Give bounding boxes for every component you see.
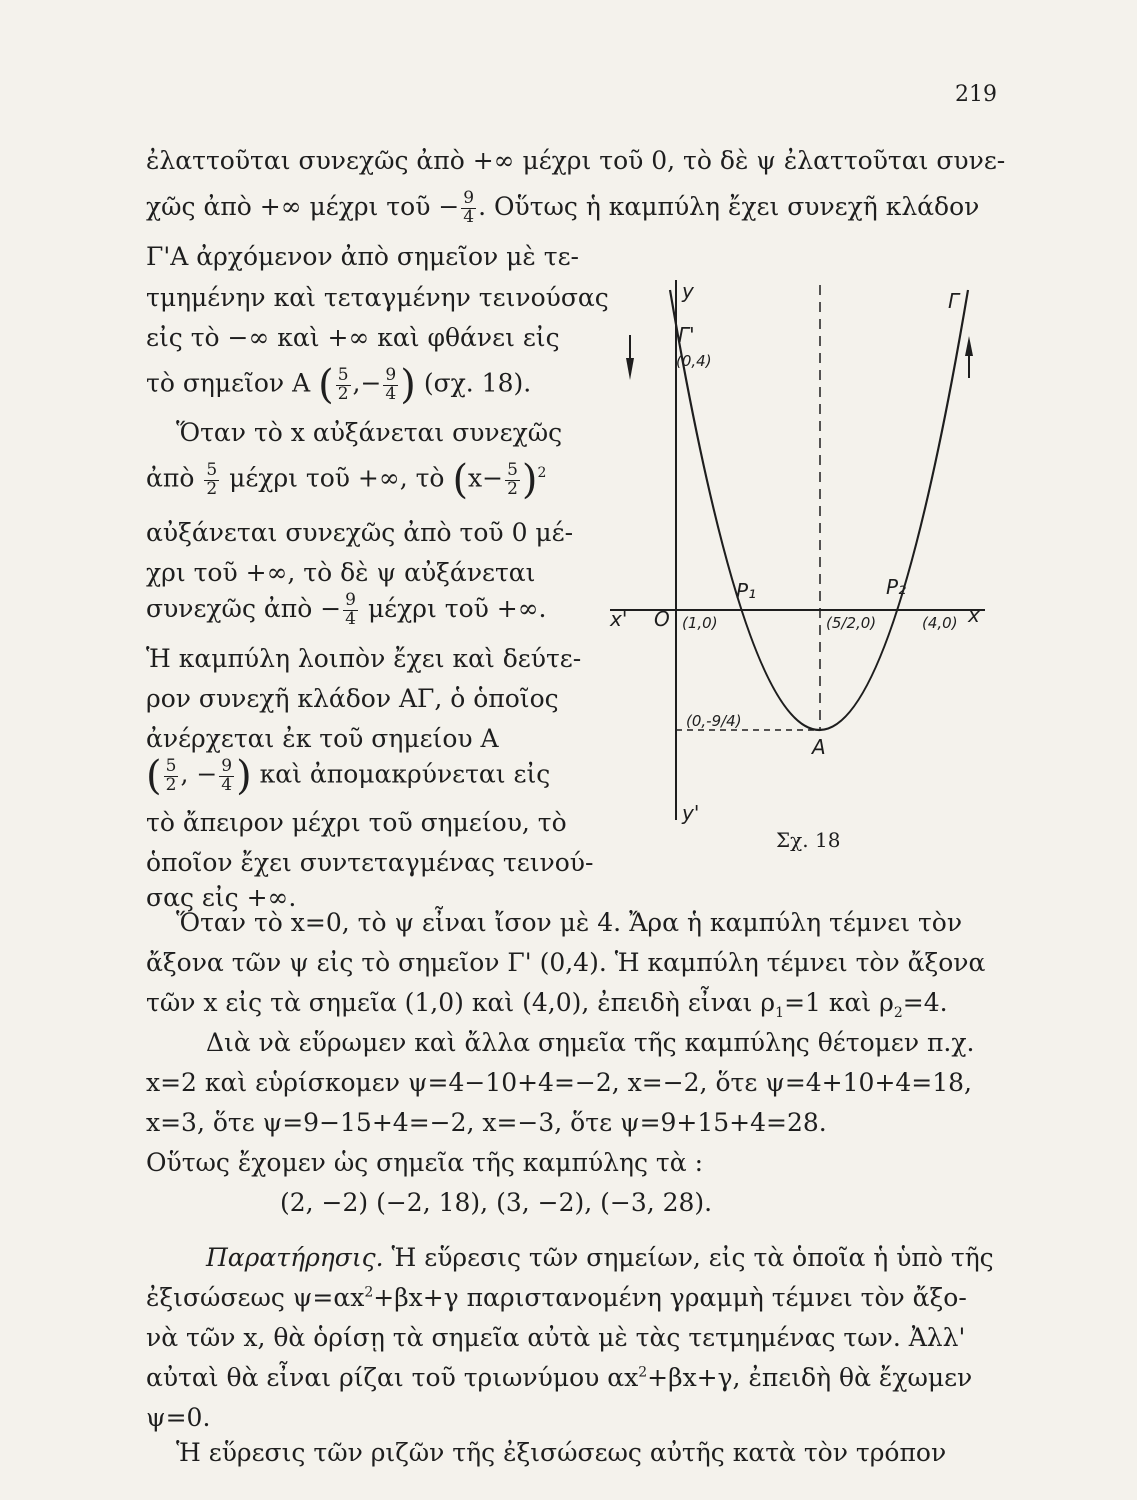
label-y: y	[682, 280, 694, 303]
fraction	[505, 459, 520, 499]
label-p1: P₁	[736, 579, 757, 603]
text-fragment: ἐξισώσεως ψ=αx	[146, 1283, 365, 1312]
fraction	[383, 364, 398, 404]
label-x: x	[968, 603, 980, 627]
text-line: Οὕτως ἔχομεν ὡς σημεῖα τῆς καμπύλης τὰ :	[146, 1148, 704, 1177]
fraction-numerator: 9	[385, 364, 397, 385]
text-line: ἐλαττοῦται συνεχῶς ἀπὸ +∞ μέχρι τοῦ 0, τὸ δὲ ψ ἐλαττοῦται συνε-	[146, 146, 1006, 175]
page-number: 219	[955, 82, 997, 107]
exponent: 2	[638, 1364, 648, 1381]
text-fragment: Ἡ εὕρεσις τῶν σημείων, εἰς τὰ ὁποῖα ἡ ὑπὸ τῆς	[391, 1243, 994, 1272]
fraction-numerator: 5	[165, 755, 177, 776]
text-line: εἰς τὸ −∞ καὶ +∞ καὶ φθάνει εἰς	[146, 323, 560, 352]
fraction-denominator: 2	[165, 774, 177, 795]
figure-caption: Σχ. 18	[776, 828, 841, 852]
point-label-4-0: (4,0)	[922, 614, 958, 632]
text-line: αὐξάνεται συνεχῶς ἀπὸ τοῦ 0 μέ-	[146, 518, 574, 547]
point-label-5-2-0: (5/2,0)	[826, 614, 877, 632]
text-fragment: αὐταὶ θὰ εἶναι ρίζαι τοῦ τριωνύμου αx	[146, 1363, 639, 1392]
text-line	[146, 990, 948, 1020]
text-fragment: ἀπὸ	[146, 463, 195, 493]
label-vertex-a: A	[812, 735, 826, 759]
point-label-0-4: (0,4)	[676, 352, 712, 370]
paren: (	[318, 362, 334, 408]
text-line: σας εἰς +∞.	[146, 883, 297, 912]
text-fragment: καὶ ἀπομακρύνεται εἰς	[259, 759, 551, 789]
text-line	[146, 1285, 967, 1310]
fraction	[461, 190, 476, 227]
fraction	[204, 459, 219, 499]
text-fragment: (σχ. 18).	[423, 368, 532, 398]
text-line	[146, 190, 979, 227]
fraction	[219, 755, 234, 795]
parabola-figure	[600, 280, 1000, 830]
text-line	[146, 1365, 972, 1390]
fraction	[164, 755, 179, 795]
text-line: (2, −2) (−2, 18), (3, −2), (−3, 28).	[280, 1188, 713, 1217]
label-p2: P₂	[886, 575, 907, 599]
text-line: Ἡ καμπύλη λοιπὸν ἔχει καὶ δεύτε-	[146, 644, 582, 673]
label-origin: O	[654, 607, 670, 631]
text-line: Ὅταν τὸ x=0, τὸ ψ εἶναι ἴσον μὲ 4. Ἄρα ἡ καμπύλη τέμνει τὸν	[176, 908, 963, 937]
paren: (	[146, 753, 162, 799]
text-line: τὸ ἄπειρον μέχρι τοῦ σημείου, τὸ	[146, 808, 567, 837]
text-line	[146, 457, 547, 503]
fraction-denominator: 2	[337, 383, 349, 404]
text-fragment: τῶν x εἰς τὰ σημεῖα (1,0) καὶ (4,0), ἐπειδὴ εἶναι ρ	[146, 988, 776, 1017]
paren: )	[236, 753, 252, 799]
label-x-neg: x'	[610, 607, 628, 631]
paren: )	[521, 457, 538, 503]
subscript: 1	[775, 1005, 785, 1021]
text-line: Διὰ νὰ εὕρωμεν καὶ ἄλλα σημεῖα τῆς καμπύλης θέτομεν π.χ.	[206, 1028, 975, 1057]
fraction-numerator: 5	[206, 459, 218, 480]
text-line: ( $\frac{5}{2}$ , − $\frac{9}{4}$ ) καὶ ἀπομακρύνεται εἰς	[146, 753, 551, 799]
fraction-numerator: 9	[221, 755, 233, 776]
text-fragment: μέχρι τοῦ +∞.	[367, 593, 547, 623]
text-fragment: +βx+γ, ἐπειδὴ θὰ ἔχωμεν	[647, 1363, 973, 1392]
text-line	[146, 592, 546, 629]
label-y-neg: y'	[682, 801, 700, 825]
paren: )	[400, 362, 416, 408]
fraction-denominator: 4	[385, 383, 397, 404]
text-line: x=3, ὅτε ψ=9−15+4=−2, x=−3, ὅτε ψ=9+15+4=28.	[146, 1108, 827, 1137]
fraction-denominator: 4	[221, 774, 233, 795]
parabola-curve	[670, 290, 968, 730]
fraction-denominator: 2	[507, 478, 518, 499]
label-gamma-prime: Γ'	[678, 323, 695, 347]
text-line: Ὅταν τὸ x αὐξάνεται συνεχῶς	[176, 418, 563, 447]
text-line: τμημένην καὶ τεταγμένην τεινούσας	[146, 283, 609, 312]
text-fragment: τὸ σημεῖον Α	[146, 368, 311, 398]
text-line: ὁποῖον ἔχει συντεταγμένας τεινού-	[146, 848, 594, 877]
paren: (	[452, 457, 469, 503]
fraction	[336, 364, 351, 404]
text-fragment: . Οὕτως ἡ καμπύλη ἔχει συνεχῆ κλάδον	[478, 191, 980, 221]
text-fragment: χῶς ἀπὸ +∞ μέχρι τοῦ −	[146, 191, 460, 221]
text-fragment: =1 καὶ ρ	[784, 988, 894, 1017]
text-fragment: x−	[468, 463, 504, 493]
fraction-numerator: 9	[345, 590, 356, 610]
text-line: χρι τοῦ +∞, τὸ δὲ ψ αὐξάνεται	[146, 558, 536, 587]
point-label-0-neg-9-4: (0,-9/4)	[686, 712, 742, 730]
text-line	[206, 1245, 994, 1270]
fraction-denominator: 2	[206, 478, 218, 499]
text-line: ρον συνεχῆ κλάδον ΑΓ, ὁ ὁποῖος	[146, 684, 559, 713]
text-fragment: +βx+γ παριστανομένη γραμμὴ τέμνει τὸν ἄξο-	[373, 1283, 967, 1312]
fraction-denominator: 4	[345, 608, 356, 629]
fraction	[343, 592, 358, 629]
subscript: 2	[893, 1005, 903, 1021]
exponent: 2	[537, 465, 547, 482]
text-line: x=2 καὶ εὑρίσκομεν ψ=4−10+4=−2, x=−2, ὅτε ψ=4+10+4=18,	[146, 1068, 973, 1097]
fraction-numerator: 5	[507, 459, 518, 480]
fraction-numerator: 5	[337, 364, 349, 385]
fraction-numerator: 9	[463, 188, 475, 208]
label-gamma: Γ	[948, 289, 960, 313]
text-line: Ἡ εὕρεσις τῶν ριζῶν τῆς ἐξισώσεως αὐτῆς κατὰ τὸν τρόπον	[176, 1438, 947, 1467]
text-line: ἀνέρχεται ἐκ τοῦ σημείου Α	[146, 724, 499, 753]
text-fragment: =4.	[902, 988, 948, 1017]
text-line: Γ'Α ἀρχόμενον ἀπὸ σημεῖον μὲ τε-	[146, 242, 579, 271]
text-line: τὸ σημεῖον Α ( $\frac{5}{2}$ ,− $\frac{9}{4}$ ) (σχ. 18).	[146, 362, 532, 408]
fraction-denominator: 4	[463, 206, 475, 227]
text-fragment: μέχρι τοῦ +∞, τὸ	[229, 463, 445, 493]
text-fragment: συνεχῶς ἀπὸ −	[146, 593, 342, 623]
exponent: 2	[364, 1284, 374, 1301]
text-line: νὰ τῶν x, θὰ ὁρίσῃ τὰ σημεῖα αὐτὰ μὲ τὰς τετμημένας των. Ἀλλ'	[146, 1323, 966, 1352]
text-line: ψ=0.	[146, 1403, 211, 1432]
text-line: ἄξονα τῶν ψ εἰς τὸ σημεῖον Γ' (0,4). Ἡ καμπύλη τέμνει τὸν ἄξονα	[146, 948, 986, 977]
point-label-1-0: (1,0)	[682, 614, 718, 632]
remark-label: Παρατήρησις.	[206, 1243, 384, 1272]
